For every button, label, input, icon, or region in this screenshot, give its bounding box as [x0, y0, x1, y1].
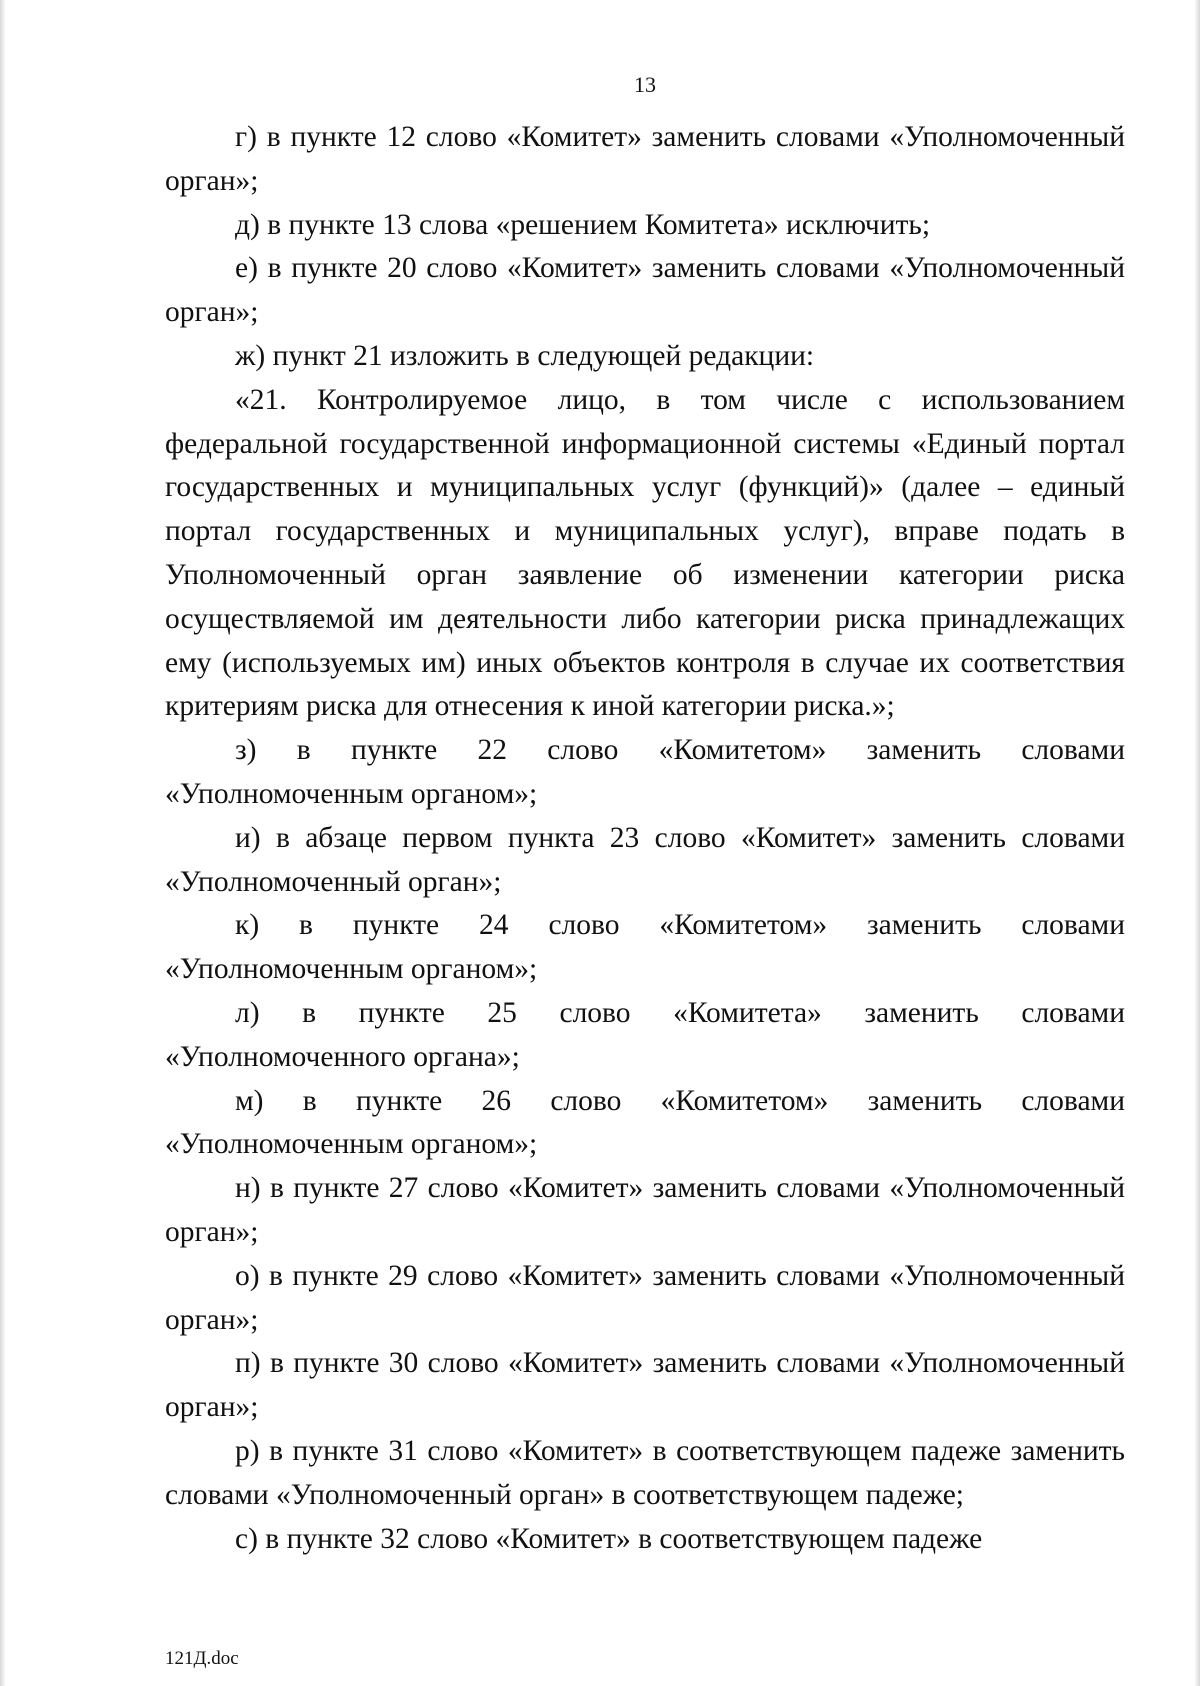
paragraph-k: к) в пункте 24 слово «Комитетом» заменить словами «Уполномоченным органом»;: [165, 909, 1125, 986]
paragraph-o: о) в пункте 29 слово «Комитет» заменить словами «Уполномоченный орган»;: [165, 1259, 1125, 1336]
paragraph-s: с) в пункте 32 слово «Комитет» в соответствующем падеже: [235, 1522, 983, 1555]
paragraph-zh: ж) пункт 21 изложить в следующей редакции:: [235, 339, 815, 372]
paragraph-e: е) в пункте 20 слово «Комитет» заменить словами «Уполномоченный орган»;: [165, 252, 1125, 329]
page-number: 13: [634, 72, 656, 97]
paragraph-l: л) в пункте 25 слово «Комитета» заменить словами «Уполномоченного органа»;: [165, 996, 1125, 1073]
document-body: [165, 116, 1125, 1561]
paragraph-p: п) в пункте 30 слово «Комитет» заменить словами «Уполномоченный орган»;: [165, 1347, 1125, 1424]
paragraph-r: р) в пункте 31 слово «Комитет» в соответствующем падеже заменить словами «Уполномоченный орган» в соответствующем падеже;: [165, 1434, 1125, 1511]
paragraph-z: з) в пункте 22 слово «Комитетом» заменить словами «Уполномоченным органом»;: [165, 734, 1125, 810]
scan-edge-left: [0, 0, 6, 1686]
footer-filename: 121Д.doc: [165, 1648, 239, 1669]
paragraph-g: г) в пункте 12 слово «Комитет» заменить словами «Уполномоченный орган»;: [165, 121, 1125, 197]
scan-edge-right: [1194, 0, 1200, 1686]
paragraph-m: м) в пункте 26 слово «Комитетом» заменить словами «Уполномоченным органом»;: [165, 1084, 1125, 1161]
paragraph-i: и) в абзаце первом пункта 23 слово «Комитет» заменить словами «Уполномоченный орган»;: [165, 821, 1125, 898]
paragraph-d: д) в пункте 13 слова «решением Комитета» исключить;: [235, 208, 931, 241]
paragraph-clause-21: «21. Контролируемое лицо, в том числе с использованием федеральной государственной информационной системы «Единый портал государственных и муниципальных услуг (функций)» (далее – единый портал государственных и муниципальных услуг), вправе подать в Уполномоченный орган заявление об изменении категории риска осуществляемой им деятельности либо категории риска принадлежащих ему (используемых им) иных объектов контроля в случае их соответствия критериям риска для отнесения к иной категории риска.»;: [165, 383, 1125, 723]
paragraph-n: н) в пункте 27 слово «Комитет» заменить словами «Уполномоченный орган»;: [165, 1172, 1125, 1248]
